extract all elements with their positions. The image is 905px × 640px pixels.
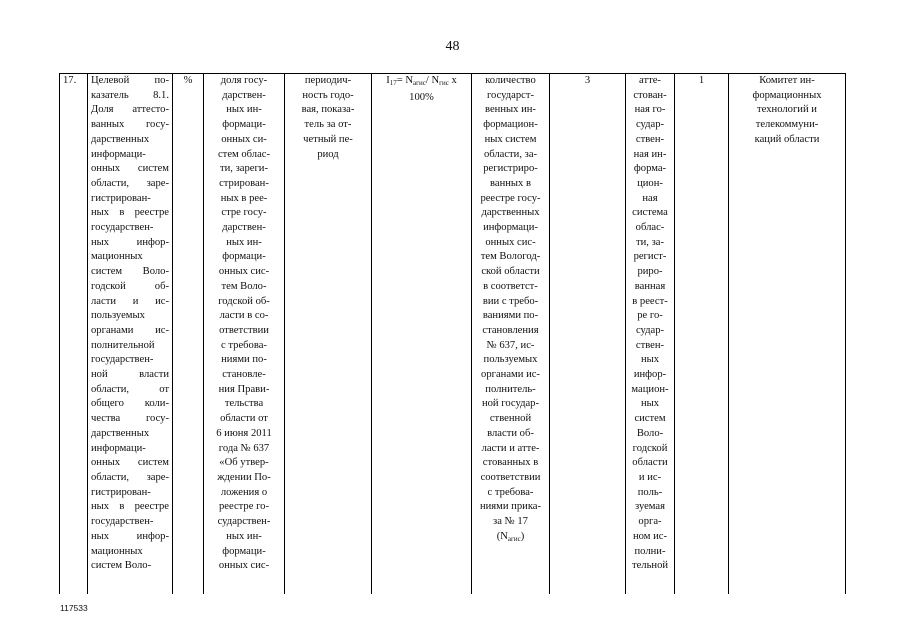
cell-line: систем Воло- xyxy=(91,266,169,278)
cell-line: области, за- xyxy=(483,148,538,160)
formula-line: $I_{17}= N_{агис}/$ $N_{гис}$ x xyxy=(386,75,457,87)
cell-line: соответствии xyxy=(480,471,541,483)
cell-line: полнительной xyxy=(91,339,155,351)
cell-line: стован- xyxy=(633,89,667,101)
cell-line: ных в реестре xyxy=(91,501,169,513)
unit-cell: % xyxy=(173,74,204,595)
cell-line: государствен- xyxy=(91,222,154,234)
cell-line: атте- xyxy=(639,75,661,86)
cell-line: четный пе- xyxy=(303,133,353,145)
cell-line: ванных госу- xyxy=(91,119,169,131)
cell-line: области от xyxy=(220,413,268,425)
cell-line: ных xyxy=(640,398,660,410)
cell-line: телекоммуни- xyxy=(755,119,819,131)
formula-cell xyxy=(372,74,472,595)
cell-line: ная ин- xyxy=(633,148,667,160)
cell-line: в реест- xyxy=(632,295,668,307)
cell-line: сударствен- xyxy=(217,516,271,528)
cell-line: доля госу- xyxy=(220,75,268,86)
cell-line: с требова- xyxy=(487,486,534,498)
cell-line: вии с требо- xyxy=(482,295,539,307)
cell-line: ствен- xyxy=(635,339,665,351)
cell-line: стре госу- xyxy=(221,207,267,219)
cell-line: каций области xyxy=(754,133,820,145)
cell-line: ных систем xyxy=(484,133,537,145)
cell-line: ти, зареги- xyxy=(219,163,269,175)
cell-line: цион- xyxy=(637,177,663,189)
cell-line: поль- xyxy=(637,486,663,498)
cell-line: тельной xyxy=(631,560,669,572)
cell-line: ных в рее- xyxy=(220,192,268,204)
cell-line: «Об утвер- xyxy=(219,457,269,469)
cell-line: области, от xyxy=(91,383,169,395)
cell-line: ждении По- xyxy=(217,471,271,483)
cell-line: Воло- xyxy=(636,427,664,439)
cell-line: 6 июня 2011 xyxy=(216,427,272,439)
cell-line: судар- xyxy=(635,324,665,336)
cell-line: становле- xyxy=(222,369,266,381)
cell-line: онных сис- xyxy=(218,266,270,278)
cell-line: венных ин- xyxy=(485,104,536,116)
calculation-cell xyxy=(472,74,550,595)
cell-line: ваниями по- xyxy=(482,310,539,322)
cell-line: Целевой по- xyxy=(91,75,169,86)
page-number: 48 xyxy=(445,39,460,54)
cell-line: онных сис- xyxy=(485,236,536,248)
cell-line: форма- xyxy=(633,163,667,175)
cell-line: информаци- xyxy=(483,222,538,234)
cell-line: ласти и атте- xyxy=(481,442,540,454)
cell-line: ствен- xyxy=(635,133,665,145)
cell-line: регист- xyxy=(633,251,667,263)
cell-line: ных xyxy=(640,354,660,366)
cell-line: онных си- xyxy=(221,133,267,145)
cell-line: области, заре- xyxy=(91,177,169,189)
cell-line: ти, за- xyxy=(635,236,664,248)
cell-line: орга- xyxy=(638,516,662,528)
definition-cell xyxy=(204,74,285,595)
source-number-cell: 1 xyxy=(675,74,729,595)
cell-line: формацион- xyxy=(483,119,538,131)
cell-line: ванных в xyxy=(490,177,531,189)
cell-line: ственной xyxy=(489,413,532,425)
cell-line: годской xyxy=(632,442,668,454)
cell-line: ванная xyxy=(634,280,666,292)
cell-line: дарственных xyxy=(91,427,150,439)
cell-line: мационных xyxy=(91,251,143,263)
indicator-name-cell xyxy=(88,74,173,595)
cell-line: в соответст- xyxy=(483,280,538,292)
cell-line: общего коли- xyxy=(91,398,169,410)
cell-line: становления xyxy=(482,324,539,336)
cell-line: тельства xyxy=(224,398,264,410)
cell-line: риро- xyxy=(637,266,663,278)
cell-line: технологий и xyxy=(757,104,817,116)
cell-line: вая, показа- xyxy=(301,104,355,116)
cell-line: государствен- xyxy=(91,516,154,528)
cell-line: тель за от- xyxy=(304,119,352,131)
cell-line: судар- xyxy=(635,119,665,131)
cell-line: года № 637 xyxy=(218,442,270,454)
cell-line: ре го- xyxy=(637,310,663,322)
cell-line: ная xyxy=(642,192,658,204)
cell-line: пользуемых xyxy=(483,354,538,366)
cell-line: дарственных xyxy=(481,207,540,219)
cell-line: ных инфор- xyxy=(91,530,169,542)
cell-line: риод xyxy=(317,148,339,160)
cell-line: власти об- xyxy=(487,427,534,439)
cell-line: за № 17 xyxy=(493,516,528,528)
cell-line: гистрирован- xyxy=(91,192,151,204)
cell-line: ная го- xyxy=(634,104,666,116)
cell-line: ласти в со- xyxy=(219,310,269,322)
cell-line: ной власти xyxy=(91,369,169,381)
cell-line: дарствен- xyxy=(222,89,266,101)
cell-line: ных ин- xyxy=(226,104,262,116)
cell-line: ных в реестре xyxy=(91,207,169,219)
cell-line: ния Прави- xyxy=(218,383,270,395)
cell-line: информаци- xyxy=(91,442,146,454)
cell-line: систем Воло- xyxy=(91,560,152,572)
document-code: 117533 xyxy=(60,603,88,613)
cell-line: онных сис- xyxy=(218,560,270,572)
cell-line: Доля аттесто- xyxy=(91,104,169,116)
cell-line: дарствен- xyxy=(222,222,266,234)
cell-line: дарственных xyxy=(91,133,150,145)
cell-line: органами ис- xyxy=(91,324,169,336)
cell-line: ных инфор- xyxy=(91,236,169,248)
indicator-table xyxy=(59,73,846,594)
row-number: 17. xyxy=(60,74,88,595)
cell-line: пользуемых xyxy=(91,310,145,322)
cell-line: регистриро- xyxy=(483,163,538,175)
cell-line: стрирован- xyxy=(219,177,269,189)
cell-line: реестре го- xyxy=(219,501,269,513)
cell-line: ласти и ис- xyxy=(91,295,169,307)
calc-symbol: $(N_{агис})$ xyxy=(496,530,525,543)
cell-line: годской об- xyxy=(218,295,270,307)
cell-line: области, заре- xyxy=(91,471,169,483)
cell-line: Комитет ин- xyxy=(759,75,815,86)
source-cell xyxy=(626,74,675,595)
cell-line: онных систем xyxy=(91,457,169,469)
cell-line: ных ин- xyxy=(226,236,262,248)
cell-line: периодич- xyxy=(304,75,352,86)
cell-line: формаци- xyxy=(222,545,266,557)
cell-line: формационных xyxy=(752,89,822,101)
cell-line: тем Воло- xyxy=(221,280,267,292)
cell-line: формаци- xyxy=(222,119,266,131)
cell-line: ниями по- xyxy=(221,354,267,366)
formula-line-2: 100% xyxy=(409,91,434,103)
periodicity-cell xyxy=(285,74,372,595)
cell-line: государствен- xyxy=(91,354,154,366)
cell-line: система xyxy=(632,207,668,219)
cell-line: количество xyxy=(485,75,536,86)
cell-line: органами ис- xyxy=(481,369,540,381)
cell-line: с требова- xyxy=(221,339,267,351)
cell-line: государст- xyxy=(486,89,535,101)
table-row xyxy=(60,74,846,595)
cell-line: систем xyxy=(634,413,666,425)
cell-line: ской области xyxy=(481,266,540,278)
cell-line: области xyxy=(632,457,668,469)
cell-line: мацион- xyxy=(631,383,669,395)
cell-line: полнитель- xyxy=(485,383,536,395)
cell-line: казатель 8.1. xyxy=(91,89,169,101)
cell-line: облас- xyxy=(635,222,665,234)
cell-line: стем облас- xyxy=(217,148,271,160)
cell-line: ответствии xyxy=(219,324,269,336)
cell-line: мационных xyxy=(91,545,143,557)
cell-line: ность годо- xyxy=(302,89,354,101)
cell-line: тем Вологод- xyxy=(480,251,541,263)
cell-line: стованных в xyxy=(482,457,539,469)
cell-line: № 637, ис- xyxy=(486,339,535,351)
cell-line: ном ис- xyxy=(632,530,668,542)
cell-line: ных ин- xyxy=(226,530,262,542)
cell-line: формаци- xyxy=(222,251,266,263)
cell-line: зуемая xyxy=(634,501,666,513)
cell-line: годской об- xyxy=(91,280,169,292)
cell-line: и ис- xyxy=(638,471,662,483)
cell-line: ной государ- xyxy=(481,398,540,410)
responsible-cell xyxy=(729,74,846,595)
method-cell: 3 xyxy=(550,74,626,595)
cell-line: гистрирован- xyxy=(91,486,151,498)
cell-line: инфор- xyxy=(633,369,667,381)
cell-line: полни- xyxy=(634,545,666,557)
cell-line: ложения о xyxy=(220,486,268,498)
cell-line: реестре госу- xyxy=(480,192,541,204)
cell-line: ниями прика- xyxy=(479,501,542,513)
cell-line: чества госу- xyxy=(91,413,169,425)
cell-line: информаци- xyxy=(91,148,146,160)
cell-line: онных систем xyxy=(91,163,169,175)
